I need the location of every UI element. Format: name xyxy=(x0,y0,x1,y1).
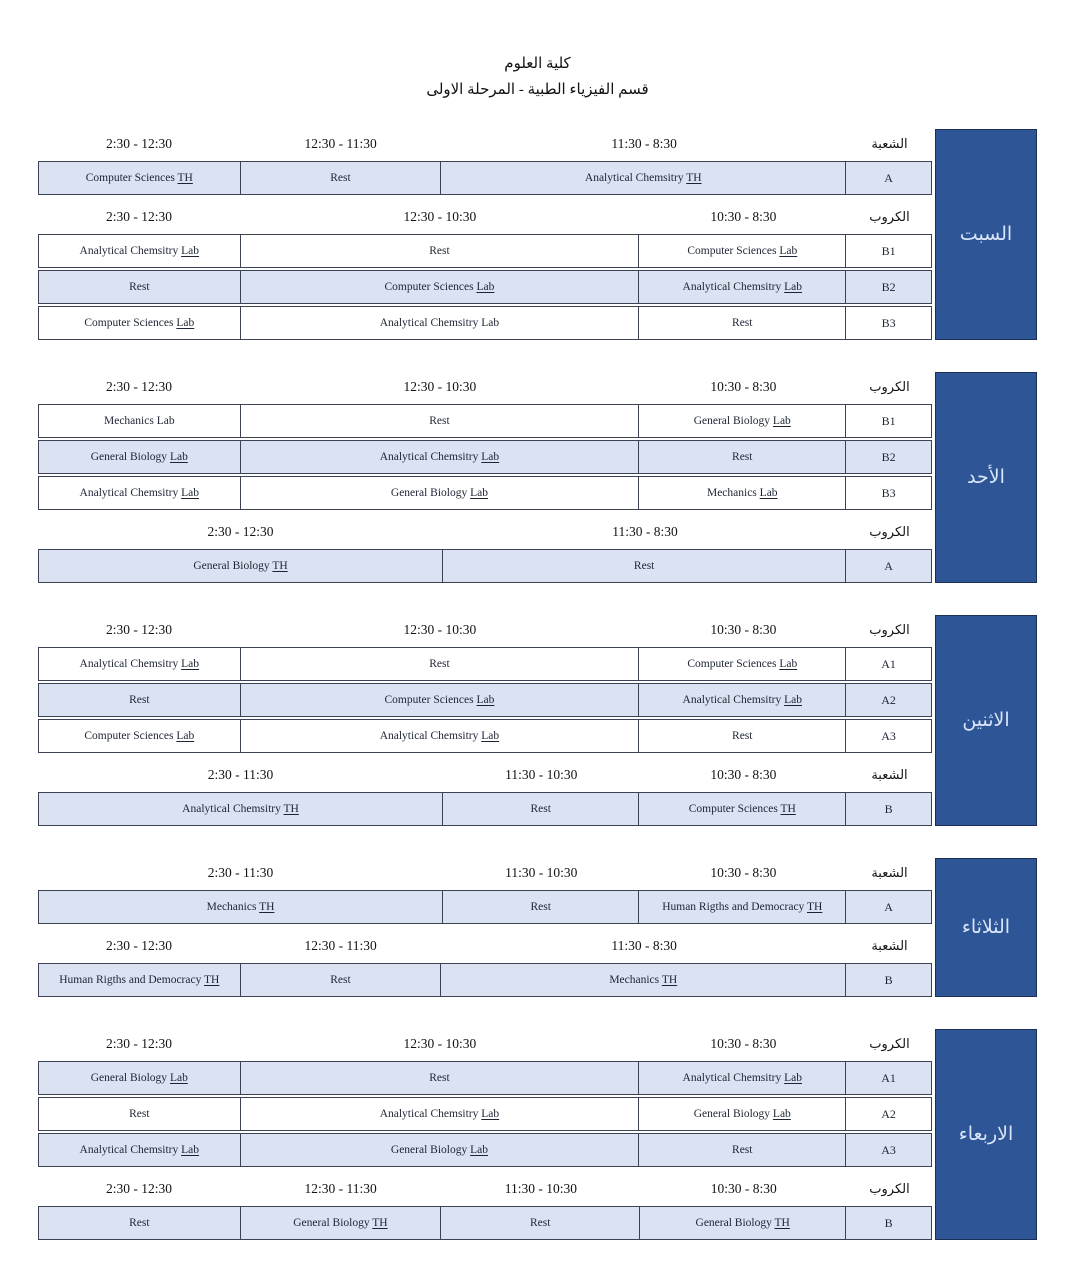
course-cell xyxy=(241,720,640,752)
course-label: Rest xyxy=(732,1144,753,1156)
group-tag: A xyxy=(884,170,893,185)
group-tag: B2 xyxy=(881,279,896,294)
schedule-row-a xyxy=(38,549,932,583)
course-label: Rest xyxy=(429,415,450,427)
schedule-row-a3 xyxy=(38,1133,932,1167)
timeslot-table xyxy=(38,129,932,195)
course-cell xyxy=(39,271,241,303)
group-tag: A2 xyxy=(881,692,896,707)
course-label: Rest xyxy=(633,560,655,572)
course-label: Computer Sciences Lab xyxy=(687,658,798,670)
course-label: General Biology TH xyxy=(695,1217,790,1229)
course-cell xyxy=(639,405,846,437)
course-label: Rest xyxy=(429,658,450,670)
course-cell xyxy=(241,271,640,303)
day-block-sunday xyxy=(38,372,1037,583)
day-block-saturday xyxy=(38,129,1037,340)
schedule-row-b3 xyxy=(38,476,932,510)
course-cell xyxy=(443,891,639,923)
course-cell xyxy=(639,271,846,303)
day-tables-monday xyxy=(38,615,932,826)
course-label: Rest xyxy=(530,803,551,815)
schedule-row-b2 xyxy=(38,270,932,304)
time-header-row xyxy=(38,202,932,232)
schedule-row-b1 xyxy=(38,234,932,268)
group-tag: B xyxy=(884,972,893,987)
schedule-row-b3 xyxy=(38,306,932,340)
course-label: Mechanics TH xyxy=(609,974,678,986)
course-cell xyxy=(441,1207,640,1239)
course-cell xyxy=(39,405,241,437)
time-range: 2:30 - 12:30 xyxy=(106,938,173,953)
section-header-label: الكروب xyxy=(869,209,910,224)
course-label: Mechanics TH xyxy=(206,901,275,913)
timeslot-table xyxy=(38,202,932,340)
course-label: Rest xyxy=(732,317,753,329)
time-range: 12:30 - 10:30 xyxy=(403,379,477,394)
schedule-row-a1 xyxy=(38,647,932,681)
course-label: Analytical Chemsitry TH xyxy=(584,172,702,184)
time-range: 11:30 - 10:30 xyxy=(505,865,578,880)
course-label: Analytical Chemsitry Lab xyxy=(379,1108,500,1120)
group-tag: A3 xyxy=(881,728,896,743)
time-range: 2:30 - 12:30 xyxy=(106,136,173,151)
course-cell xyxy=(39,1062,241,1094)
timeslot-table xyxy=(38,1174,932,1240)
course-label: Rest xyxy=(129,694,150,706)
course-label: Analytical Chemsitry Lab xyxy=(79,245,200,257)
course-label: General Biology Lab xyxy=(693,1108,791,1120)
page-title: كلية العلوم xyxy=(504,56,571,72)
course-cell xyxy=(39,648,241,680)
course-label: General Biology Lab xyxy=(390,1144,488,1156)
course-cell xyxy=(39,441,241,473)
time-header-row xyxy=(38,1174,932,1204)
course-label: General Biology Lab xyxy=(90,1072,188,1084)
course-cell xyxy=(241,1098,640,1130)
timeslot-table xyxy=(38,1029,932,1167)
time-range: 12:30 - 11:30 xyxy=(304,136,377,151)
course-cell xyxy=(39,1134,241,1166)
section-header-label: الشعبة xyxy=(871,136,908,151)
time-range: 2:30 - 12:30 xyxy=(106,1181,173,1196)
course-label: Mechanics Lab xyxy=(706,487,778,499)
course-cell xyxy=(39,684,241,716)
timeslot-table xyxy=(38,931,932,997)
course-cell xyxy=(640,1207,846,1239)
course-cell xyxy=(39,162,241,194)
schedule-row-b1 xyxy=(38,404,932,438)
course-cell xyxy=(241,648,640,680)
course-label: General Biology TH xyxy=(193,560,288,572)
course-cell xyxy=(39,720,241,752)
course-label: Rest xyxy=(529,1217,551,1229)
group-tag: A3 xyxy=(881,1142,896,1157)
course-cell xyxy=(241,441,640,473)
section-header-label: الكروب xyxy=(869,524,910,539)
time-range: 2:30 - 12:30 xyxy=(207,524,274,539)
course-cell xyxy=(241,1062,640,1094)
course-cell xyxy=(39,793,443,825)
course-label: Mechanics Lab xyxy=(104,415,175,427)
time-range: 10:30 - 8:30 xyxy=(710,767,777,782)
section-header-label: الكروب xyxy=(869,1181,910,1196)
schedule-row-a1 xyxy=(38,1061,932,1095)
schedule-row-a3 xyxy=(38,719,932,753)
day-block-monday xyxy=(38,615,1037,826)
course-label: Computer Sciences TH xyxy=(85,172,193,184)
course-label: Computer Sciences Lab xyxy=(384,694,495,706)
course-label: Computer Sciences Lab xyxy=(384,281,495,293)
time-range: 2:30 - 12:30 xyxy=(106,209,173,224)
group-tag: B1 xyxy=(881,243,896,258)
time-header-row xyxy=(38,615,932,645)
time-header-row xyxy=(38,760,932,790)
day-tables-tuesday xyxy=(38,858,932,997)
course-label: Rest xyxy=(129,1108,150,1120)
group-tag: B xyxy=(884,801,893,816)
course-label: Analytical Chemsitry Lab xyxy=(79,1144,200,1156)
course-label: General Biology TH xyxy=(293,1217,388,1229)
time-range: 11:30 - 10:30 xyxy=(505,767,578,782)
course-cell xyxy=(39,1207,241,1239)
group-tag: B2 xyxy=(881,449,896,464)
course-label: Rest xyxy=(429,1072,450,1084)
course-cell xyxy=(241,235,640,267)
time-range: 12:30 - 10:30 xyxy=(403,1036,477,1051)
group-tag: B3 xyxy=(881,315,896,330)
course-label: General Biology Lab xyxy=(390,487,488,499)
course-label: Analytical Chemsitry Lab xyxy=(79,658,200,670)
course-cell xyxy=(241,964,442,996)
course-label: Analytical Chemsitry Lab xyxy=(379,317,500,329)
day-tables-saturday xyxy=(38,129,932,340)
section-header-label: الشعبة xyxy=(871,767,908,782)
day-name-text: الاربعاء xyxy=(958,1124,1014,1145)
time-range: 10:30 - 8:30 xyxy=(710,622,777,637)
section-header-label: الكروب xyxy=(869,622,910,637)
day-name-text: السبت xyxy=(959,224,1013,245)
time-range: 11:30 - 8:30 xyxy=(612,524,678,539)
day-name-tuesday xyxy=(935,858,1037,997)
course-label: Computer Sciences Lab xyxy=(84,317,195,329)
course-cell xyxy=(39,307,241,339)
course-cell xyxy=(639,235,846,267)
time-range: 10:30 - 8:30 xyxy=(710,1036,777,1051)
schedule-row-a xyxy=(38,890,932,924)
timeslot-table xyxy=(38,760,932,826)
course-cell xyxy=(241,684,640,716)
course-cell xyxy=(241,1207,442,1239)
time-range: 2:30 - 12:30 xyxy=(106,379,173,394)
schedule xyxy=(38,129,1037,1240)
group-tag: B xyxy=(884,1215,893,1230)
schedule-row-b xyxy=(38,1206,932,1240)
time-header-row xyxy=(38,372,932,402)
course-label: Analytical Chemsitry Lab xyxy=(682,1072,802,1084)
group-tag: A xyxy=(884,899,893,914)
course-cell xyxy=(39,477,241,509)
day-name-text: الأحد xyxy=(967,467,1005,488)
time-range: 2:30 - 12:30 xyxy=(106,622,173,637)
course-cell xyxy=(441,964,846,996)
course-cell xyxy=(639,793,846,825)
course-label: Rest xyxy=(129,281,150,293)
day-block-wednesday xyxy=(38,1029,1037,1240)
document-header xyxy=(38,54,1037,99)
course-cell xyxy=(639,307,846,339)
time-range: 10:30 - 8:30 xyxy=(710,209,777,224)
day-tables-sunday xyxy=(38,372,932,583)
course-label: Rest xyxy=(732,730,753,742)
section-header-label: الكروب xyxy=(869,1036,910,1051)
course-label: Analytical Chemsitry Lab xyxy=(682,694,802,706)
time-range: 11:30 - 10:30 xyxy=(504,1181,577,1196)
time-range: 12:30 - 10:30 xyxy=(403,622,477,637)
course-cell xyxy=(241,405,640,437)
course-label: Analytical Chemsitry TH xyxy=(182,803,299,815)
course-cell xyxy=(39,891,443,923)
course-cell xyxy=(39,235,241,267)
time-range: 11:30 - 8:30 xyxy=(611,136,677,151)
time-range: 11:30 - 8:30 xyxy=(611,938,677,953)
time-header-row xyxy=(38,1029,932,1059)
course-cell xyxy=(39,964,241,996)
group-tag: A xyxy=(884,558,893,573)
time-range: 2:30 - 11:30 xyxy=(207,865,274,880)
course-cell xyxy=(639,1062,846,1094)
section-header-label: الشعبة xyxy=(871,865,908,880)
day-block-tuesday xyxy=(38,858,1037,997)
day-tables-wednesday xyxy=(38,1029,932,1240)
course-cell xyxy=(639,891,846,923)
course-cell xyxy=(443,793,639,825)
day-name-saturday xyxy=(935,129,1037,340)
course-label: Rest xyxy=(129,1217,150,1229)
course-cell xyxy=(241,307,640,339)
schedule-row-a xyxy=(38,161,932,195)
course-cell xyxy=(241,1134,640,1166)
course-label: Rest xyxy=(330,974,351,986)
page-subtitle: قسم الفيزياء الطبية - المرحلة الاولى xyxy=(426,82,649,98)
course-label: Computer Sciences TH xyxy=(688,803,796,815)
timeslot-table xyxy=(38,372,932,510)
course-label: Analytical Chemsitry Lab xyxy=(682,281,802,293)
group-tag: B3 xyxy=(881,485,896,500)
timeslot-table xyxy=(38,517,932,583)
group-tag: A2 xyxy=(881,1106,896,1121)
course-label: Human Rigths and Democracy TH xyxy=(662,901,823,913)
course-label: Analytical Chemsitry Lab xyxy=(379,451,500,463)
course-label: General Biology Lab xyxy=(693,415,791,427)
time-range: 12:30 - 11:30 xyxy=(304,938,377,953)
day-name-monday xyxy=(935,615,1037,826)
section-header-label: الكروب xyxy=(869,379,910,394)
time-range: 10:30 - 8:30 xyxy=(710,379,777,394)
schedule-row-b2 xyxy=(38,440,932,474)
day-name-wednesday xyxy=(935,1029,1037,1240)
schedule-row-b xyxy=(38,792,932,826)
course-label: Analytical Chemsitry Lab xyxy=(79,487,200,499)
course-label: Rest xyxy=(330,172,351,184)
course-cell xyxy=(639,477,846,509)
course-cell xyxy=(639,1098,846,1130)
group-tag: A1 xyxy=(881,1070,896,1085)
timeslot-table xyxy=(38,615,932,753)
time-range: 2:30 - 12:30 xyxy=(106,1036,173,1051)
course-label: Rest xyxy=(732,451,753,463)
course-cell xyxy=(39,1098,241,1130)
course-cell xyxy=(443,550,846,582)
course-label: Computer Sciences Lab xyxy=(84,730,195,742)
time-header-row xyxy=(38,858,932,888)
schedule-row-a2 xyxy=(38,1097,932,1131)
schedule-row-b xyxy=(38,963,932,997)
course-cell xyxy=(639,441,846,473)
course-cell xyxy=(39,550,443,582)
time-range: 2:30 - 11:30 xyxy=(207,767,274,782)
course-label: Rest xyxy=(530,901,551,913)
course-cell xyxy=(639,720,846,752)
course-cell xyxy=(639,684,846,716)
course-label: Human Rigths and Democracy TH xyxy=(59,974,220,986)
course-label: Rest xyxy=(429,245,450,257)
time-range: 10:30 - 8:30 xyxy=(710,1181,777,1196)
course-cell xyxy=(241,162,442,194)
section-header-label: الشعبة xyxy=(871,938,908,953)
schedule-row-a2 xyxy=(38,683,932,717)
timeslot-table xyxy=(38,858,932,924)
course-label: Computer Sciences Lab xyxy=(687,245,798,257)
group-tag: B1 xyxy=(881,413,896,428)
course-cell xyxy=(241,477,640,509)
time-range: 10:30 - 8:30 xyxy=(710,865,777,880)
course-cell xyxy=(639,648,846,680)
course-cell xyxy=(441,162,846,194)
time-range: 12:30 - 11:30 xyxy=(304,1181,377,1196)
time-header-row xyxy=(38,931,932,961)
day-name-sunday xyxy=(935,372,1037,583)
course-label: General Biology Lab xyxy=(90,451,188,463)
group-tag: A1 xyxy=(881,656,896,671)
day-name-text: الثلاثاء xyxy=(961,917,1011,938)
course-label: Analytical Chemsitry Lab xyxy=(379,730,500,742)
day-name-text: الاثنين xyxy=(962,710,1010,731)
time-header-row xyxy=(38,129,932,159)
course-cell xyxy=(639,1134,846,1166)
time-range: 12:30 - 10:30 xyxy=(403,209,477,224)
time-header-row xyxy=(38,517,932,547)
